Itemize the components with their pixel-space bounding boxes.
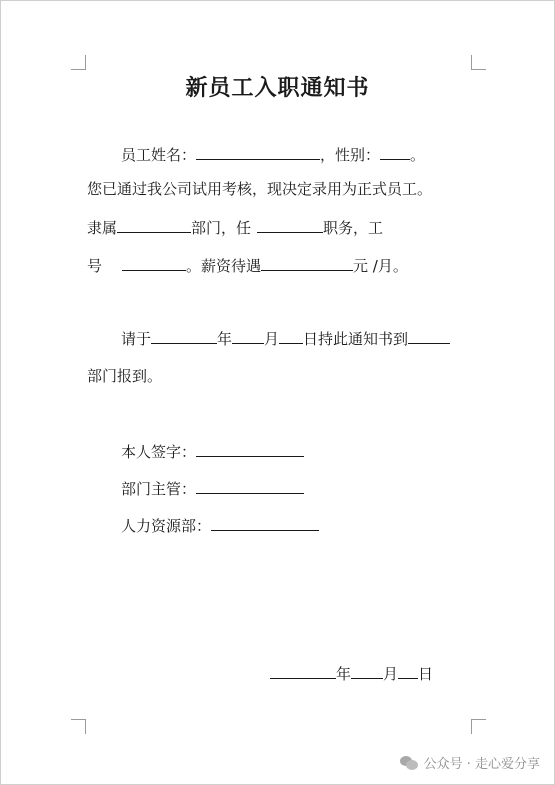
hr-signature-line xyxy=(121,514,319,536)
hr-signature-blank[interactable] xyxy=(211,514,319,531)
crop-mark-bottom-right xyxy=(471,719,486,734)
department-duty-line xyxy=(87,216,383,238)
document-title: 新员工入职通知书 xyxy=(185,76,370,101)
month-label: 月 xyxy=(264,330,280,348)
report-dept-blank[interactable] xyxy=(408,327,450,344)
attached-label: 隶属 xyxy=(87,219,118,237)
issue-date-line xyxy=(270,662,433,684)
name-gender-line xyxy=(121,143,425,165)
number-blank[interactable] xyxy=(122,254,186,271)
gender-blank[interactable] xyxy=(380,143,410,160)
duty-blank[interactable] xyxy=(257,216,323,233)
pass-probation-line: 您已通过我公司试用考核，现决定录用为正式员工。 xyxy=(87,180,433,198)
gender-label: ，性别： xyxy=(320,146,381,164)
manager-signature-label: 部门主管： xyxy=(121,480,197,498)
hr-signature-label: 人力资源部： xyxy=(121,517,212,535)
manager-signature-blank[interactable] xyxy=(196,477,304,494)
name-blank[interactable] xyxy=(196,143,320,160)
year-label: 年 xyxy=(217,330,233,348)
duty-label: 职务，工 xyxy=(323,219,384,237)
report-day-blank[interactable] xyxy=(279,327,303,344)
department-blank[interactable] xyxy=(117,216,191,233)
salary-blank[interactable] xyxy=(261,254,353,271)
report-month-blank[interactable] xyxy=(232,327,264,344)
watermark xyxy=(400,753,540,772)
self-signature-blank[interactable] xyxy=(196,440,304,457)
self-signature-line xyxy=(121,440,304,462)
issue-year-label: 年 xyxy=(336,665,352,683)
self-signature-label: 本人签字： xyxy=(121,443,197,461)
issue-month-blank[interactable] xyxy=(351,662,383,679)
number-salary-line xyxy=(87,254,408,276)
please-on-label: 请于 xyxy=(121,330,152,348)
report-dept-line: 部门报到。 xyxy=(87,367,163,385)
issue-year-blank[interactable] xyxy=(270,662,336,679)
salary-label: 。薪资待遇 xyxy=(186,257,262,275)
manager-signature-line xyxy=(121,477,304,499)
number-label: 号 xyxy=(87,257,103,275)
crop-mark-bottom-left xyxy=(71,719,86,734)
watermark-text: 公众号 · 走心爱分享 xyxy=(423,757,540,772)
report-to-label: 日持此通知书到 xyxy=(303,330,409,348)
wechat-icon xyxy=(400,756,418,770)
issue-day-blank[interactable] xyxy=(398,662,418,679)
issue-month-label: 月 xyxy=(383,665,399,683)
name-label: 员工姓名： xyxy=(121,146,197,164)
crop-mark-top-right xyxy=(471,55,486,70)
report-year-blank[interactable] xyxy=(151,327,217,344)
crop-mark-top-left xyxy=(71,55,86,70)
department-label: 部门，任 xyxy=(191,219,252,237)
report-date-line xyxy=(121,327,450,349)
line1-end: 。 xyxy=(410,146,426,164)
issue-day-label: 日 xyxy=(418,665,434,683)
salary-unit: 元 /月。 xyxy=(353,257,408,275)
